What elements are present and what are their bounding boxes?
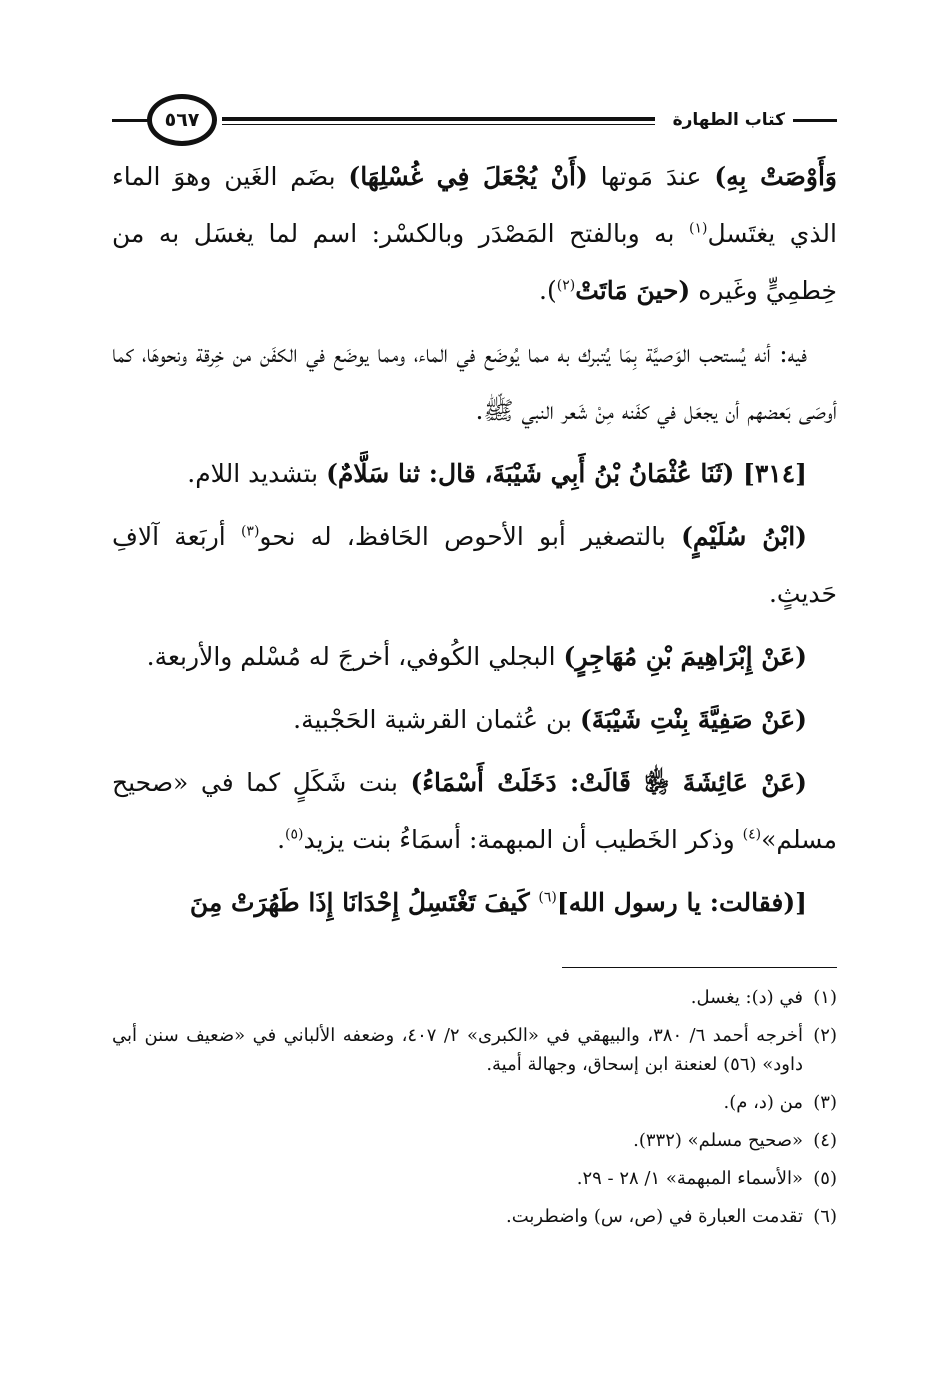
quote-wa-awsat: وَأَوْصَتْ بِهِ)	[714, 162, 837, 191]
quote-safiyya: (عَنْ صَفِيَّةَ بِنْتِ شَيْبَةَ)	[579, 705, 807, 734]
footnote-item	[112, 1202, 837, 1231]
footnote-item	[112, 1088, 837, 1117]
footnote-text: «الأسماء المبهمة» ١/ ٢٨ - ٢٩.	[576, 1168, 803, 1189]
chapter-title: كتاب الطهارة	[672, 110, 785, 130]
quote-an-yujal: (أَنْ يُجْعَلَ فِي غُسْلِهَا)	[348, 162, 588, 191]
footnote-ref-6: (٦)	[538, 889, 557, 906]
header-dash-right	[793, 119, 837, 122]
header-dash-left	[112, 119, 152, 122]
text: به وبالفتح المَصْدَر وبالكسْر: اسم لما يغسَل به من خِطمِيٍّ وغَيره	[112, 219, 837, 305]
footnote-ref-5: (٥)	[285, 826, 304, 843]
footnote-number: (١)	[813, 987, 837, 1008]
footnote-item	[112, 1164, 837, 1193]
footnote-ref-2: (٢)	[556, 277, 576, 294]
main-text	[112, 148, 837, 937]
paragraph-1	[112, 148, 837, 319]
text: بضَم الغَين وهوَ الماء الذي يغتَسل	[112, 162, 837, 248]
quote-hina-matat: (حينَ مَاتَتْ	[575, 276, 691, 305]
footnote-text: تقدمت العبارة في (ص، س) واضطربت.	[506, 1206, 803, 1227]
paragraph-4	[112, 508, 837, 622]
paragraph-6	[112, 691, 837, 748]
paragraph-8	[112, 874, 837, 931]
text: وذكر الخَطيب أن المبهمة: أسمَاءُ بنت يزيد	[303, 825, 743, 854]
text: عندَ مَوتها	[587, 162, 715, 191]
footnote-item	[112, 983, 837, 1012]
footnote-number: (٤)	[813, 1130, 837, 1151]
paragraph-2: فيه: أنه يُستحب الوَصيَّة بِمَا يُتبرك به مما يُوضَع في الماء، ومما يوضَع في الكفَن من خِرقة ونحوهَا، كما أوصَى بَعضهم أن يجعَل في كفَنه مِنْ شَعر النبي ﷺ.	[112, 339, 837, 425]
footnote-number: (٢)	[813, 1025, 837, 1046]
text: ).	[539, 276, 557, 305]
quote-faqalat: [(فقالت: يا رسول الله]	[556, 888, 807, 917]
footnote-number: (٥)	[813, 1168, 837, 1189]
text: .	[277, 825, 286, 854]
text: بنت شَكَلٍ كما في «صحيح مسلم»	[112, 768, 837, 854]
quote-ibrahim: (عَنْ إِبْرَاهِيمَ بْنِ مُهَاجِرٍ)	[563, 642, 807, 671]
footnote-number: (٣)	[813, 1092, 837, 1113]
text: بتشديد اللام.	[187, 459, 327, 488]
footnote-item	[112, 1126, 837, 1155]
footnote-item	[112, 1021, 837, 1079]
footnotes	[112, 983, 837, 1240]
footnote-text: أخرجه أحمد ٦/ ٣٨٠، والبيهقي في «الكبرى» ٢/ ٤٠٧، وضعفه الألباني في «ضعيف سنن أبي داود» (٥٦) لعنعنة ابن إسحاق، وجهالة أمية.	[112, 1025, 803, 1075]
text: بن عُثمان القرشية الحَجْبية.	[293, 705, 580, 734]
footnote-separator	[562, 967, 837, 968]
footnote-ref-1: (١)	[689, 220, 708, 237]
quote-ibn-sulaym: (ابْنُ سُلَيْمٍ)	[681, 522, 808, 551]
text: البجلي الكُوفي، أخرجَ له مُسْلم والأربعة.	[146, 642, 564, 671]
paragraph-7	[112, 754, 837, 868]
footnote-number: (٦)	[813, 1206, 837, 1227]
footnote-text: في (د): يغسل.	[690, 987, 803, 1008]
header-rule	[222, 117, 655, 125]
footnote-text: من (د، م).	[723, 1092, 803, 1113]
text: بالتصغير أبو الأحوص الحَافظ، له نحو	[259, 522, 682, 551]
footnote-ref-4: (٤)	[742, 826, 762, 843]
hadith-isnad: [٣١٤] (ثَنَا عُثْمَانُ بْنُ أَبِي شَيْبَةَ، قال: ثنا سَلَّامٌ)	[326, 459, 807, 488]
footnote-text: «صحيح مسلم» (٣٣٢).	[633, 1130, 803, 1151]
quote-aisha: (عَنْ عَائِشَةَ ﵂ قَالَتْ: دَخَلَتْ أَسْمَاءُ)	[410, 768, 807, 797]
text: أربَعة آلافِ حَديثٍ.	[112, 522, 837, 608]
paragraph-5	[112, 628, 837, 685]
quote-kayfa: كَيفَ تَغْتَسِلُ إِحْدَانَا إِذَا طَهُرَتْ مِنَ	[189, 888, 539, 917]
footnote-ref-3: (٣)	[240, 523, 260, 540]
page-number: ٥٦٧	[147, 94, 217, 146]
paragraph-hadith-314	[112, 445, 837, 502]
